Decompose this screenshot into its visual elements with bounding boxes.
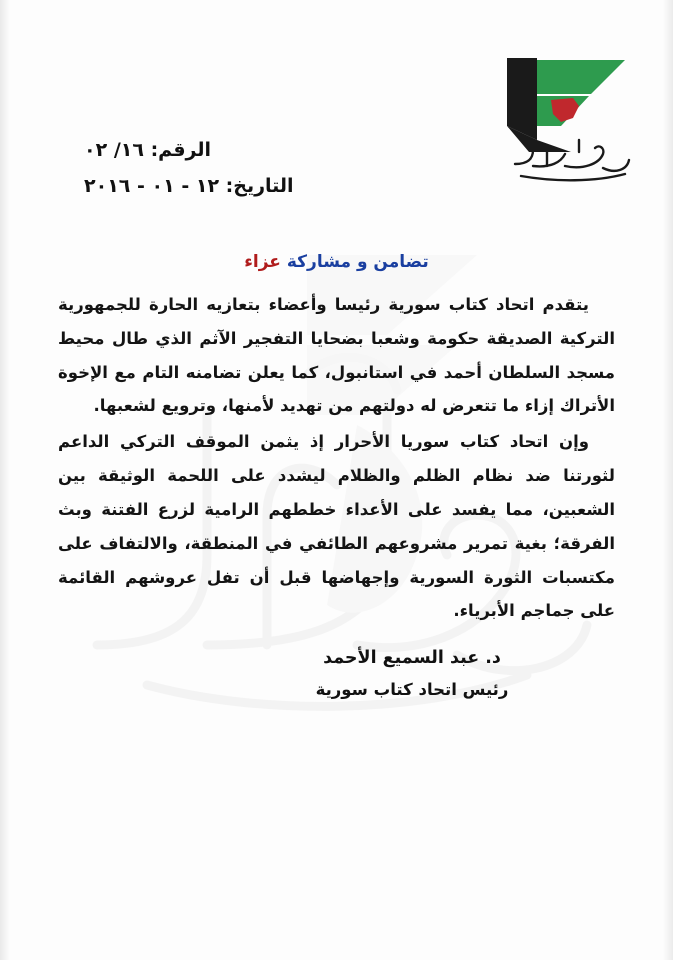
paragraph-2: وإن اتحاد كتاب سوريا الأحرار إذ يثمن الموقف التركي الداعم لثورتنا ضد نظام الظلم والظلام ليشدد على اللحمة الوثيقة بين الشعبين، مما يفسد على الأعداء خططهم الرامية لزرع الفتنة وبث الفرقة؛ بغية تمرير مشروعهم الطائفي في المنطقة، والالتفاف على مكتسبات الثورة السورية وإجهاضها قبل أن تفل عروشهم القائمة على جماجم الأبرياء. [58,432,615,621]
signatory-title: رئيس اتحاد كتاب سورية [315,680,509,699]
document-meta [84,132,504,204]
document-number: الرقم: ١٦/ ٠٢ [84,139,211,161]
subject-prefix: تضامن و مشاركة [280,252,429,272]
signatory-name: د. عبد السميع الأحمد [323,648,501,668]
document-subject [58,252,615,272]
union-logo [499,48,639,188]
document-date: التاريخ: ١٢ - ٠١ - ٢٠١٦ [84,175,294,198]
document-body [58,252,615,630]
subject-accent: عزاء [244,252,281,272]
paragraph-1: يتقدم اتحاد كتاب سورية رئيسا وأعضاء بتعازيه الحارة للجمهورية التركية الصديقة حكومة وشعبا بضحايا التفجير الآثم الذي طال محيط مسجد السلطان أحمد في استانبول، كما يعلن تضامنه التام مع الإخوة الأتراك إزاء ما تتعرض له دولتهم من تهديد لأمنها، وترويع لشعبها. [58,295,615,416]
signature-block [247,648,577,699]
